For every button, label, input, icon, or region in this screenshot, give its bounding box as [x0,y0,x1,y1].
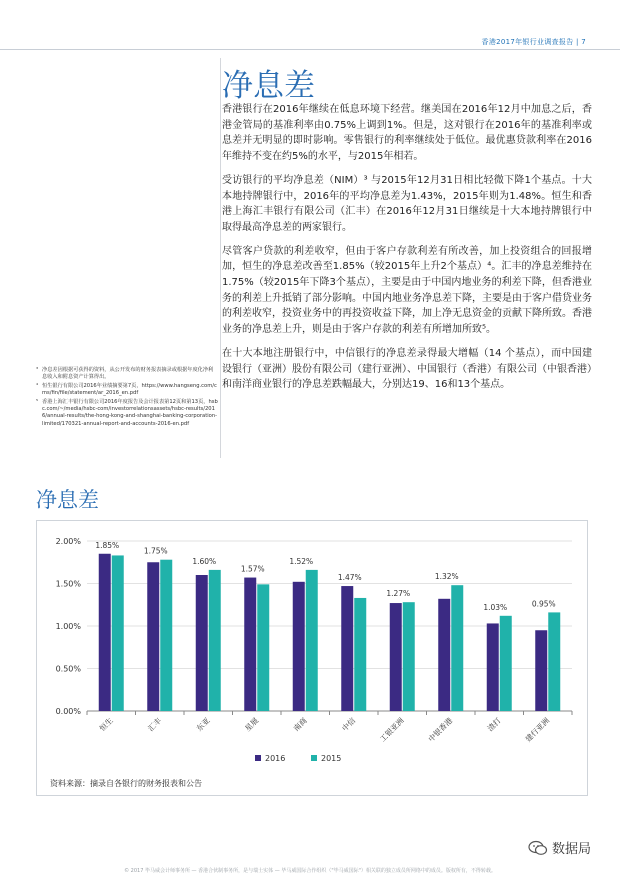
x-tick-label: 渣打 [485,716,503,734]
data-label: 1.52% [289,556,314,566]
footnote-text: 恒生银行有限公司2016年业绩摘要第7页，https://www.hangseng.com/cms/fin/file/statement/ar_2016_en.pdf [42,382,217,397]
x-tick-label: 星展 [243,716,261,734]
paragraph-1: 香港银行在2016年继续在低息环境下经营。继美国在2016年12月中加息之后，香港金管局的基准利率由0.75%上调到1%。但是，这对银行在2016年的基准利率或息差并无明显的即时影响。零售银行的利率继续处于低位。最优惠贷款利率在2016年维持不变在约5%的水平，与2015年相若。 [222,104,592,163]
chart-container [36,520,588,796]
paragraph-4: 在十大本地注册银行中，中信银行的净息差录得最大增幅（14 个基点），而中国建设银行（亚洲）股份有限公司（建行亚洲）、中国银行（香港）有限公司（中银香港）和南洋商业银行的净息差跌幅最大，分别达19、16和13个基点。 [222,347,592,391]
x-tick-label: 工银亚洲 [378,716,406,744]
legend-label: 2016 [265,754,286,763]
footnote [36,383,218,398]
bar-2016 [438,599,450,711]
y-tick-label: 1.00% [55,622,81,631]
y-tick-label: 2.00% [55,537,81,546]
bar-2015 [403,602,415,711]
wechat-icon [528,840,548,856]
data-label: 1.75% [143,546,168,556]
data-label: 1.57% [240,564,265,574]
footnote-number: ³ [36,367,39,373]
y-tick-label: 0.50% [55,664,81,674]
section-title: 净息差 [222,68,315,104]
body-text [222,102,592,401]
bar-2015 [209,570,221,711]
data-label: 1.47% [337,573,362,583]
data-label: 1.32% [434,572,459,582]
bar-2015 [548,612,560,711]
y-tick-label: 0.00% [55,707,81,716]
x-tick-label: 中银香港 [426,716,455,744]
bar-2016 [390,603,402,711]
legend-swatch [255,755,261,761]
paragraph-2: 受访银行的平均净息差（NIM）³ 与2015年12月31日相比轻微下降1个基点。十大本地持牌银行中，2016年的平均净息差为1.43%，2015年则为1.48%。恒生和香港上海汇丰银行有限公司（汇丰）在2016年12月31日继续是十大本地持牌银行中取得最高净息差的两家银行。 [222,174,592,233]
bar-2016 [293,582,305,711]
x-tick-label: 中信 [340,716,358,734]
running-header: 香港2017年银行业调查报告 | 7 [481,38,586,46]
bar-2015 [257,584,269,711]
footnote-number: ⁵ [36,398,39,405]
bar-2015 [354,598,366,711]
bar-2016 [535,630,547,711]
footnote-text: 净息差因根据可获得的资料，从公开发布的财务报表摘录或根据年度化净利息收入和附息资产计算得出。 [42,367,214,381]
footnote-text: 香港上海汇丰银行有限公司2016年度报告及会计报表第12页和第13页，hsbc.com/~/media/hsbc-com/investorrelationsassets/hsbc-results/2016/annual-results/the-hong-kong-and-shanghai-banking-corporation-limited/170321-annual-report-and-accounts-2016-en.pdf [42,398,218,427]
x-tick-label: 恒生 [97,716,115,734]
nim-bar-chart [37,521,587,795]
footnote-number: ⁴ [36,382,39,389]
legend-label: 2015 [321,754,342,763]
y-tick-label: 1.50% [55,579,81,589]
legend-swatch [311,755,317,761]
page-footer: © 2017 毕马威会计师事务所 — 香港合伙制事务所，是与瑞士实体 — 毕马威国际合作组织（"毕马威国际"）相关联的独立成员所网络中的成员。版权所有，不得转载。 [124,868,496,874]
bar-2016 [244,578,256,711]
footnote [36,399,218,429]
footnotes [36,367,218,429]
paragraph-3: 尽管客户贷款的利差收窄，但由于客户存款利差有所改善，加上投资组合的回报增加，恒生的净息差改善至1.85%（较2015年上升2个基点）⁴。汇丰的净息差维持在1.75%（较2015年下降3个基点），主要是由于中国内地业务的利差下降，但香港业务的利差上升抵销了部分影响。中国内地业务净息差下降，主要是由于客户借贷业务的利差收窄，投资业务中的再投资收益下降，加上净无息资金的贡献下降所致。香港业务的净息差上升，则是由于客户存款的利差有所增加所致⁵。 [222,245,592,336]
x-tick-label: 汇丰 [146,716,164,734]
data-label: 1.03% [483,602,508,612]
bar-2015 [451,585,463,711]
bar-2016 [487,623,499,711]
data-label: 1.27% [386,589,411,599]
source-note: 资料来源：摘录自各银行的财务报表和公告 [50,779,202,788]
header-rule [0,49,620,50]
wechat-logo [528,838,591,857]
bar-2016 [196,575,208,711]
column-divider [220,58,221,458]
bar-2016 [147,562,159,711]
bar-2016 [341,586,353,711]
bar-2015 [306,570,318,711]
data-label: 0.95% [531,599,556,609]
bar-2015 [112,555,124,711]
bar-2015 [160,560,172,711]
x-tick-label: 南商 [291,716,309,734]
data-label: 1.85% [95,540,120,550]
bar-2016 [99,554,111,711]
chart-title: 净息差 [36,488,99,512]
logo-text: 数据局 [552,842,592,857]
x-tick-label: 东亚 [194,716,212,734]
data-label: 1.60% [192,556,217,566]
bar-2015 [500,616,512,711]
footnote [36,367,218,382]
x-tick-label: 建行亚洲 [523,716,552,744]
